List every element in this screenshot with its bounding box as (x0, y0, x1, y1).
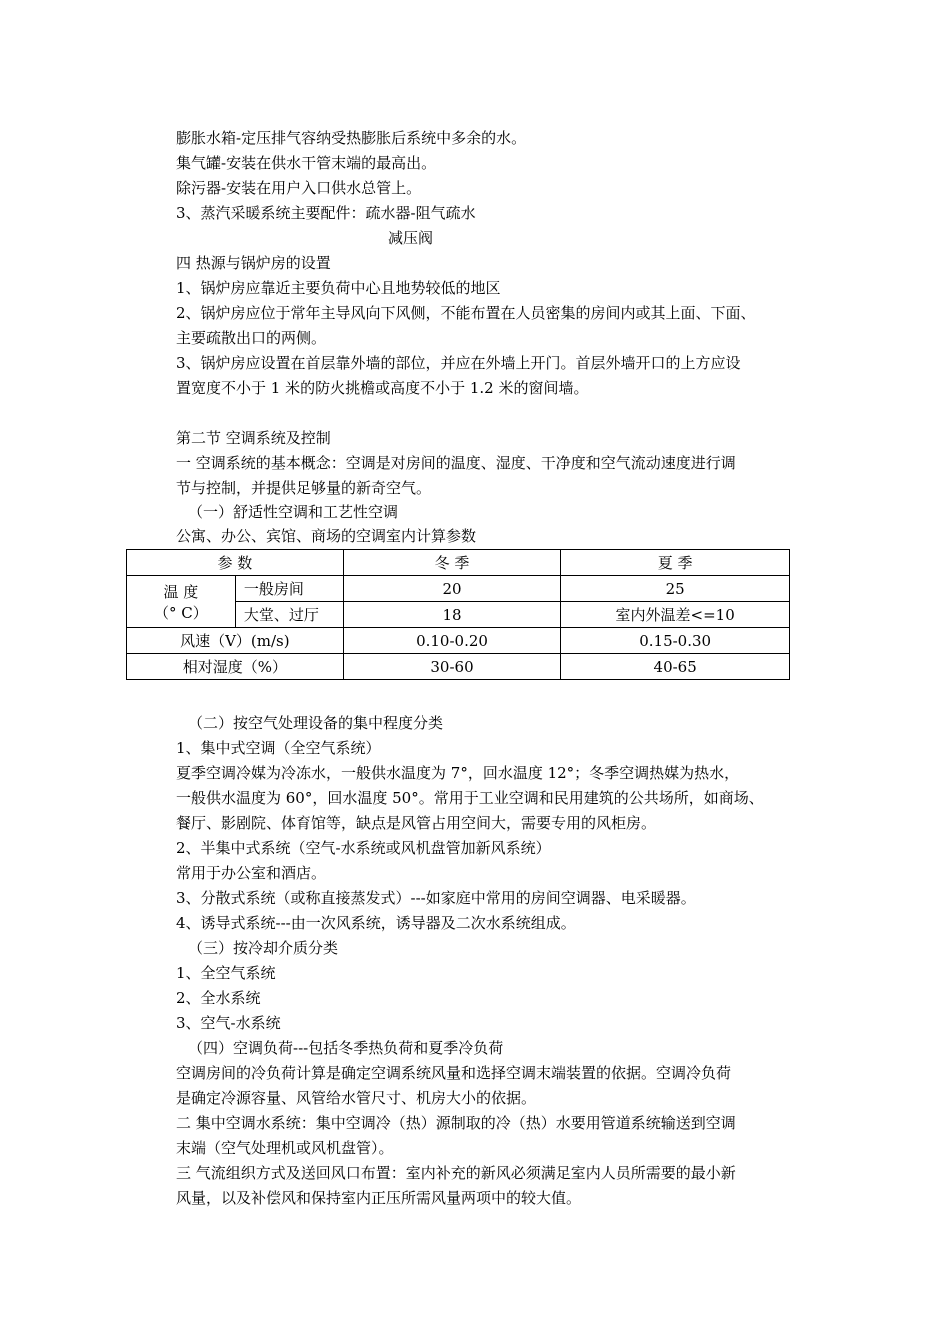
header-winter: 冬 季 (343, 550, 561, 576)
text-line: 3、锅炉房应设置在首层靠外墙的部位，并应在外墙上开门。首层外墙开口的上方应设 (176, 354, 741, 372)
text-line: 二 集中空调水系统：集中空调冷（热）源制取的冷（热）水要用管道系统输送到空调 (176, 1114, 736, 1132)
row-label: 一般房间 (235, 576, 343, 602)
cell-summer: 40-65 (561, 654, 790, 680)
text-line: 空调房间的冷负荷计算是确定空调系统风量和选择空调末端装置的依据。空调冷负荷 (176, 1064, 732, 1082)
text-line: 减压阀 (388, 229, 434, 247)
text-line: 3、蒸汽采暖系统主要配件：疏水器-阻气疏水 (176, 204, 476, 222)
cell-winter: 20 (343, 576, 561, 602)
text-line: 膨胀水箱-定压排气容纳受热膨胀后系统中多余的水。 (176, 129, 527, 147)
text-line: （二）按空气处理设备的集中程度分类 (188, 714, 444, 732)
text-line: （三）按冷却介质分类 (188, 939, 339, 957)
cell-winter: 30-60 (343, 654, 561, 680)
text-line: 末端（空气处理机或风机盘管）。 (176, 1139, 394, 1157)
text-line: 夏季空调冷媒为冷冻水，一般供水温度为 7°，回水温度 12°；冬季空调热媒为热水， (176, 764, 740, 782)
text-line: 置宽度不小于 1 米的防火挑檐或高度不小于 1.2 米的窗间墙。 (176, 379, 589, 397)
header-param: 参 数 (127, 550, 344, 576)
text-line: 是确定冷源容量、风管给水管尺寸、机房大小的依据。 (176, 1089, 537, 1107)
text-line: 2、半集中式系统（空气-水系统或风机盘管加新风系统） (176, 839, 551, 857)
text-line: （一）舒适性空调和工艺性空调 (188, 503, 399, 521)
text-line: 1、集中式空调（全空气系统） (176, 739, 381, 757)
table-header-row (127, 550, 790, 576)
text-line: 3、空气-水系统 (176, 1014, 281, 1032)
indoor-parameters-table (126, 549, 790, 680)
text-line: 三 气流组织方式及送回风口布置：室内补充的新风必须满足室内人员所需要的最小新 (176, 1164, 736, 1182)
text-line: 1、全空气系统 (176, 964, 276, 982)
text-line: 节与控制，并提供足够量的新奇空气。 (176, 479, 432, 497)
text-line: 2、全水系统 (176, 989, 261, 1007)
temperature-label-line2: （° C） (154, 603, 208, 622)
text-line: 1、锅炉房应靠近主要负荷中心且地势较低的地区 (176, 279, 501, 297)
section-heading: 四 热源与锅炉房的设置 (176, 254, 331, 272)
temperature-label-line1: 温 度 (163, 582, 199, 601)
text-line: 3、分散式系统（或称直接蒸发式）---如家庭中常用的房间空调器、电采暖器。 (176, 889, 696, 907)
text-line: 常用于办公室和酒店。 (176, 864, 327, 882)
text-line: 除污器-安装在用户入口供水总管上。 (176, 179, 422, 197)
text-line: 餐厅、影剧院、体育馆等，缺点是风管占用空间大，需要专用的风柜房。 (176, 814, 657, 832)
temperature-label (127, 576, 236, 628)
cell-winter: 18 (343, 602, 561, 628)
text-line: 2、锅炉房应位于常年主导风向下风侧，不能布置在人员密集的房间内或其上面、下面、 (176, 304, 756, 322)
table-caption: 公寓、办公、宾馆、商场的空调室内计算参数 (176, 527, 477, 545)
cell-summer: 室内外温差<=10 (561, 602, 790, 628)
cell-summer: 25 (561, 576, 790, 602)
table-row (127, 576, 790, 602)
cell-summer: 0.15-0.30 (561, 628, 790, 654)
section-heading: 第二节 空调系统及控制 (176, 429, 331, 447)
text-line: 风量，以及补偿风和保持室内正压所需风量两项中的较大值。 (176, 1189, 582, 1207)
header-summer: 夏 季 (561, 550, 790, 576)
text-line: 4、诱导式系统---由一次风系统，诱导器及二次水系统组成。 (176, 914, 576, 932)
text-line: （四）空调负荷---包括冬季热负荷和夏季冷负荷 (188, 1039, 504, 1057)
table-row (127, 654, 790, 680)
cell-winter: 0.10-0.20 (343, 628, 561, 654)
row-label: 相对湿度（%） (127, 654, 344, 680)
text-line: 主要疏散出口的两侧。 (176, 329, 327, 347)
row-label: 大堂、过厅 (235, 602, 343, 628)
table-row (127, 628, 790, 654)
text-line: 集气罐-安装在供水干管末端的最高出。 (176, 154, 437, 172)
text-line: 一 空调系统的基本概念：空调是对房间的温度、湿度、干净度和空气流动速度进行调 (176, 454, 736, 472)
text-line: 一般供水温度为 60°，回水温度 50°。常用于工业空调和民用建筑的公共场所，如商场、 (176, 789, 764, 807)
row-label: 风速（V）(m/s) (127, 628, 344, 654)
